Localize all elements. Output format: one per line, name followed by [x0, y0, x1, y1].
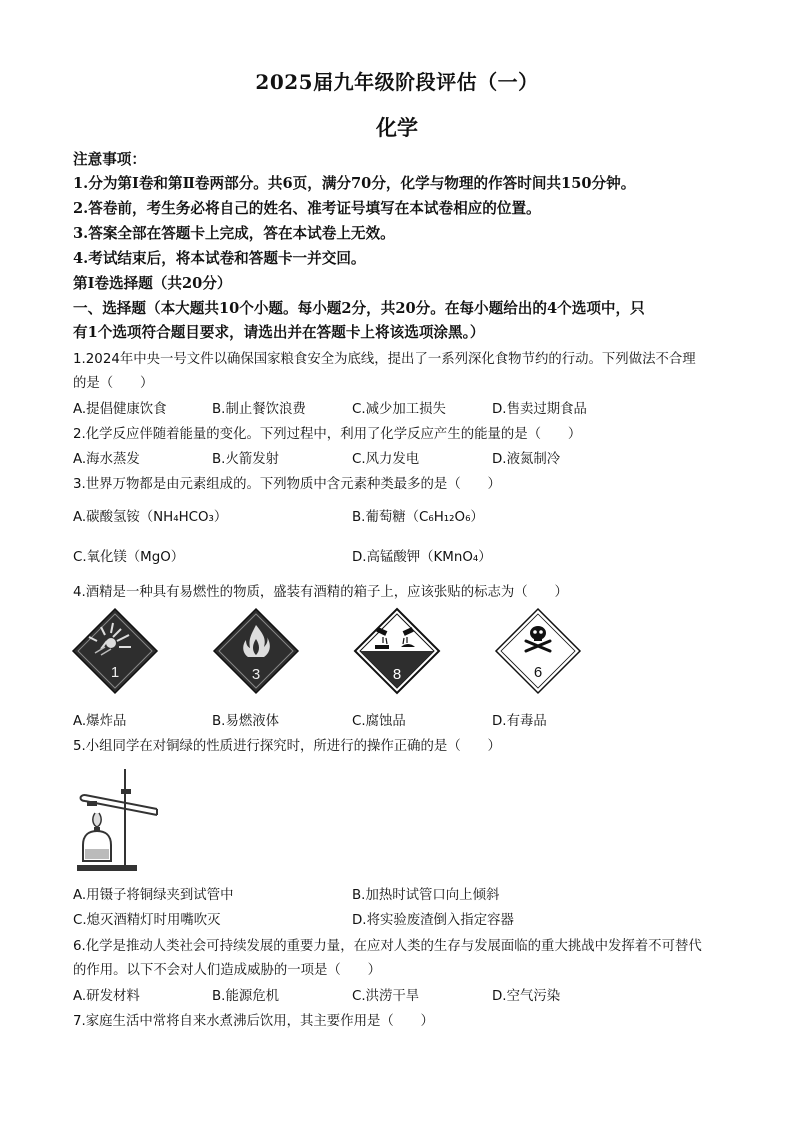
q4-option-a: A.爆炸品: [73, 714, 127, 729]
q3-option-b: B.葡萄糖（C₆H₁₂O₆）: [352, 510, 484, 525]
q2-option-b: B.火箭发射: [212, 452, 280, 467]
q2-option-d: D.液氮制冷: [492, 452, 561, 467]
q5-stem: 5.小组同学在对铜绿的性质进行探究时，所进行的操作正确的是（ ）: [73, 739, 501, 754]
q1-option-b: B.制止餐饮浪费: [212, 402, 306, 417]
q2-option-a: A.海水蒸发: [73, 452, 140, 467]
q3-option-a: A.碳酸氢铵（NH₄HCO₃）: [73, 510, 228, 525]
q4-stem: 4.酒精是一种具有易燃性的物质，盛装有酒精的箱子上，应该张贴的标志为（ ）: [73, 585, 568, 600]
sign-number-8: 8: [392, 666, 402, 683]
q1-option-a: A.提倡健康饮食: [73, 402, 167, 417]
exam-title: 2025届九年级阶段评估（一）: [255, 70, 539, 94]
q6-option-a: A.研发材料: [73, 989, 140, 1004]
q6-stem-line2: 的作用。以下不会对人们造成威胁的一项是（ ）: [73, 963, 381, 978]
q7-stem: 7.家庭生活中常将自来水煮沸后饮用，其主要作用是（ ）: [73, 1014, 434, 1029]
corrosive-sign-icon: [353, 607, 441, 695]
section-instructions-line1: 一、选择题（本大题共10个小题。每小题2分，共20分。在每小题给出的4个选项中，只: [73, 300, 645, 317]
toxic-sign-icon: [494, 607, 582, 695]
q3-option-d: D.高锰酸钾（KMnO₄）: [352, 550, 492, 565]
notice-heading: 注意事项：: [73, 151, 146, 168]
q1-stem-line1: 1.2024年中央一号文件以确保国家粮食安全为底线，提出了一系列深化食物节约的行动。下列做法不合理: [73, 352, 696, 367]
q4-option-d: D.有毒品: [492, 714, 547, 729]
q5-option-a: A.用镊子将铜绿夹到试管中: [73, 888, 234, 903]
sign-number-6: 6: [533, 664, 543, 681]
heating-apparatus-illustration: [73, 765, 168, 873]
q2-option-c: C.风力发电: [352, 452, 420, 467]
q6-option-c: C.洪涝干旱: [352, 989, 420, 1004]
notice-item-2: 2.答卷前，考生务必将自己的姓名、准考证号填写在本试卷相应的位置。: [73, 200, 541, 217]
notice-item-3: 3.答案全部在答题卡上完成，答在本试卷上无效。: [73, 225, 395, 242]
sign-number-1: 1: [110, 664, 120, 681]
q5-option-d: D.将实验废渣倒入指定容器: [352, 913, 514, 928]
q2-stem: 2.化学反应伴随着能量的变化。下列过程中，利用了化学反应产生的能量的是（ ）: [73, 427, 582, 442]
explosives-sign-icon: [71, 607, 159, 695]
q5-option-b: B.加热时试管口向上倾斜: [352, 888, 500, 903]
q1-option-d: D.售卖过期食品: [492, 402, 587, 417]
q4-option-b: B.易燃液体: [212, 714, 280, 729]
subject-title: 化学: [376, 115, 418, 140]
q6-option-b: B.能源危机: [212, 989, 280, 1004]
q5-option-c: C.熄灭酒精灯时用嘴吹灭: [73, 913, 221, 928]
notice-item-4: 4.考试结束后，将本试卷和答题卡一并交回。: [73, 250, 366, 267]
notice-item-1: 1.分为第Ⅰ卷和第Ⅱ卷两部分。共6页，满分70分，化学与物理的作答时间共150分钟。: [73, 175, 636, 192]
section-title: 第Ⅰ卷选择题（共20分）: [73, 275, 232, 292]
q3-option-c: C.氧化镁（MgO）: [73, 550, 185, 565]
q1-option-c: C.减少加工损失: [352, 402, 446, 417]
q1-stem-line2: 的是（ ）: [73, 376, 154, 391]
sign-number-3: 3: [251, 666, 261, 683]
q3-stem: 3.世界万物都是由元素组成的。下列物质中含元素种类最多的是（ ）: [73, 477, 501, 492]
q6-option-d: D.空气污染: [492, 989, 561, 1004]
section-instructions-line2: 有1个选项符合题目要求，请选出并在答题卡上将该选项涂黑。）: [73, 324, 485, 341]
flammable-sign-icon: [212, 607, 300, 695]
q4-option-c: C.腐蚀品: [352, 714, 406, 729]
q6-stem-line1: 6.化学是推动人类社会可持续发展的重要力量，在应对人类的生存与发展面临的重大挑战中发挥着不可替代: [73, 939, 702, 954]
